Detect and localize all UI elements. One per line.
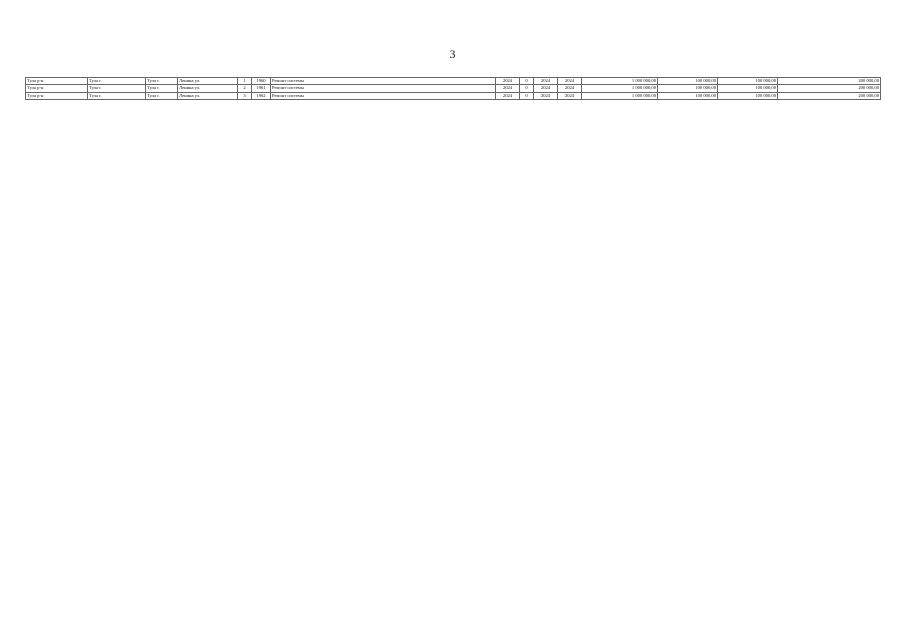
table-cell: Ремонт системы — [271, 92, 496, 99]
table-row — [26, 92, 881, 99]
table-cell: Тула г. — [146, 92, 178, 99]
table-cell: 0 — [520, 92, 534, 99]
table-cell: 1962 — [252, 92, 271, 99]
table-cell: 2024 — [534, 85, 558, 92]
table-cell: 2024 — [534, 92, 558, 99]
table-cell: Тула р-н — [26, 78, 88, 85]
register-table-body — [26, 78, 881, 100]
table-cell: 3 — [238, 92, 252, 99]
table-cell: 2024 — [534, 78, 558, 85]
table-cell: Тула г. — [88, 85, 146, 92]
table-cell: 100 000,00 — [658, 78, 718, 85]
table-cell: 0 — [520, 85, 534, 92]
table-cell: 2024 — [558, 85, 582, 92]
table-cell: 1 000 000,00 — [582, 92, 658, 99]
table-cell: 100 000,00 — [718, 92, 778, 99]
table-cell: Тула г. — [88, 92, 146, 99]
table-row — [26, 78, 881, 85]
table-cell: 100 000,00 — [658, 85, 718, 92]
table-cell: Тула г. — [146, 85, 178, 92]
table-cell: 100 000,00 — [718, 78, 778, 85]
table-cell: Тула г. — [146, 78, 178, 85]
register-table — [25, 77, 881, 100]
table-cell: 2024 — [496, 85, 520, 92]
table-cell: 100 000,00 — [718, 85, 778, 92]
table-cell: 200 000,00 — [778, 78, 881, 85]
page-number: 3 — [449, 47, 456, 61]
table-cell: 2024 — [496, 92, 520, 99]
table-cell: Ремонт системы — [271, 78, 496, 85]
table-cell: 2024 — [558, 92, 582, 99]
table-cell: Тула р-н — [26, 92, 88, 99]
table-cell: 0 — [520, 78, 534, 85]
table-cell: 1 000 000,00 — [582, 78, 658, 85]
table-cell: 100 000,00 — [658, 92, 718, 99]
table-cell: 2 — [238, 85, 252, 92]
table-cell: 200 000,00 — [778, 92, 881, 99]
table-cell: Ленина ул. — [178, 85, 238, 92]
table-cell: 200 000,00 — [778, 85, 881, 92]
table-cell: Ремонт системы — [271, 85, 496, 92]
table-cell: 1960 — [252, 78, 271, 85]
table-cell: 1961 — [252, 85, 271, 92]
register-table-wrap — [25, 77, 880, 100]
table-cell: Тула р-н — [26, 85, 88, 92]
table-cell: 2024 — [558, 78, 582, 85]
table-row — [26, 85, 881, 92]
table-cell: 2024 — [496, 78, 520, 85]
table-cell: Тула г. — [88, 78, 146, 85]
table-cell: Ленина ул. — [178, 78, 238, 85]
table-cell: 1 000 000,00 — [582, 85, 658, 92]
table-cell: Ленина ул. — [178, 92, 238, 99]
table-cell: 1 — [238, 78, 252, 85]
